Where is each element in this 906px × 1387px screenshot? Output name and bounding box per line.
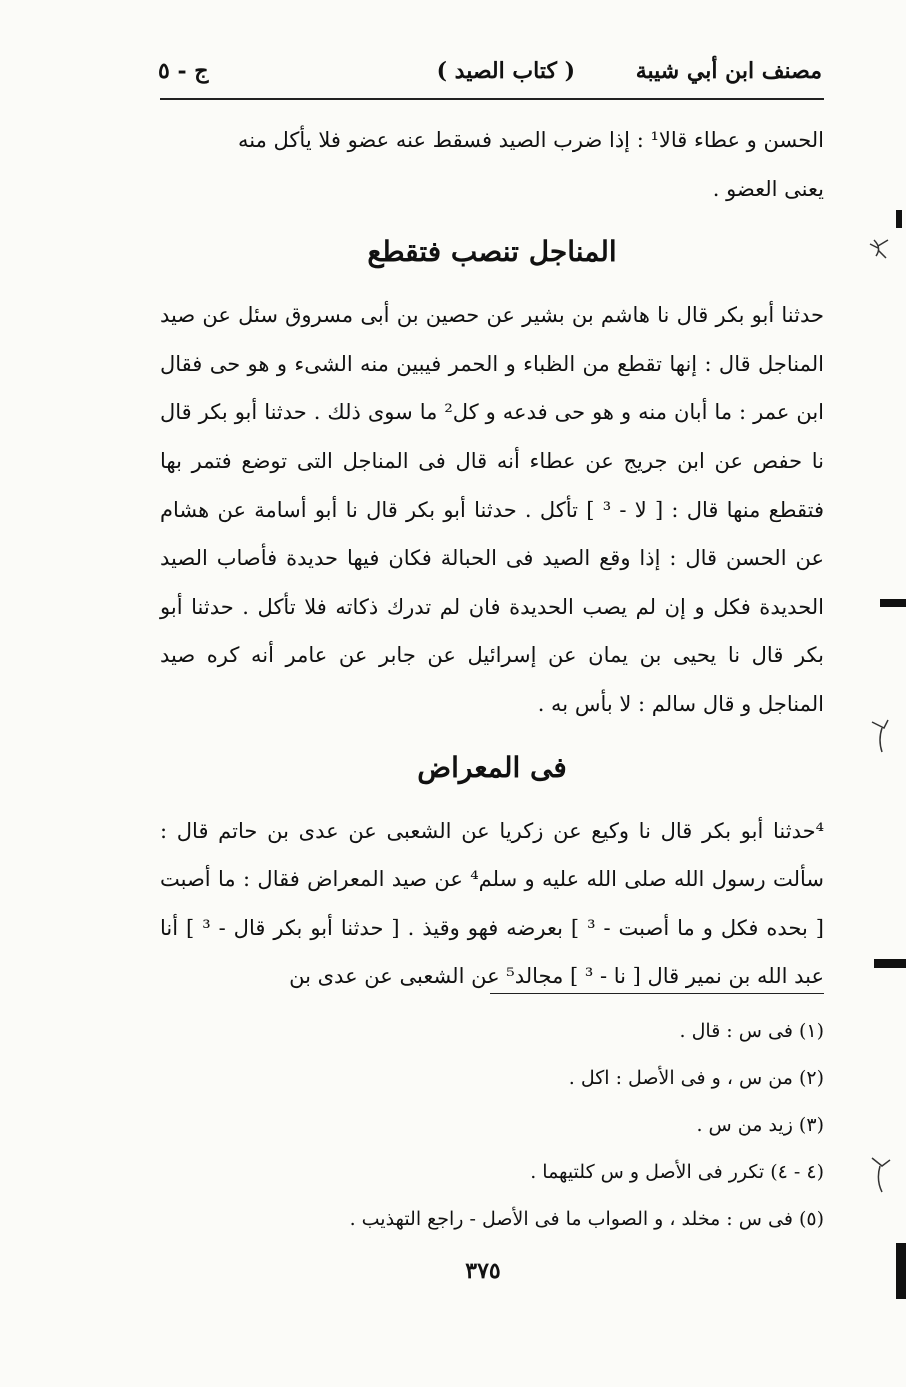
header-title: مصنف ابن أبي شيبة [635, 58, 822, 84]
footnote: (٢) من س ، و فى الأصل : اكل . [568, 1067, 824, 1089]
header-divider [160, 98, 824, 100]
intro-line: يعنى العضو . [712, 176, 824, 201]
header-volume: ج - ٥ [158, 58, 209, 84]
running-header [150, 52, 830, 92]
margin-bar [874, 959, 906, 968]
intro-line: الحسن و عطاء قالا¹ : إذا ضرب الصيد فسقط عنه عضو فلا يأكل منه [238, 128, 824, 152]
footnotes [160, 1008, 824, 1243]
footnote: (١) فى س : قال . [679, 1020, 824, 1042]
margin-bar [880, 599, 906, 607]
header-book-title: ( كتاب الصيد ) [436, 58, 575, 84]
footnote: (٣) زيد من س . [696, 1114, 824, 1136]
section-paragraph: حدثنا أبو بكر قال نا هاشم بن بشير عن حصين بن أبى مسروق سئل عن صيد المناجل قال : إنها تقطع من الظباء و الحمر فيبين منه الشىء و هو حى فقال ابن عمر : ما أبان منه و هو حى فدعه و كل² ما سوى ذلك . حدثنا أبو بكر قال نا حفص عن ابن جريج عن عطاء أنه قال فى المناجل التى توضع فتمر بها فتقطع منها قال : [ لا - ³ ] تأكل . حدثنا أبو بكر قال نا أبو أسامة عن هشام عن الحسن قال : إذا وقع الصيد فى الحبالة فكان فيها حديدة فأصاب الصيد الحديدة فكل و إن لم يصب الحديدة فان لم تدرك ذكاته فلا تأكل . حدثنا أبو بكر قال نا يحيى بن يمان عن إسرائيل عن جابر عن عامر أنه كره صيد المناجل و قال سالم : لا بأس به . [160, 303, 825, 716]
main-text [160, 116, 824, 1001]
page-number: ٣٧٥ [465, 1258, 501, 1284]
margin-bar [896, 1243, 906, 1299]
section-heading: فى المعراض [417, 750, 567, 784]
footnote: (٤ - ٤) تكرر فى الأصل و س كلتيهما . [530, 1161, 824, 1183]
footnote-divider [490, 993, 824, 994]
section-heading: المناجل تنصب فتقطع [367, 235, 617, 269]
footnote: (٥) فى س : مخلد ، و الصواب ما فى الأصل - راجع التهذيب . [349, 1208, 824, 1230]
margin-mark-icon [862, 210, 902, 280]
section-paragraph: ⁴حدثنا أبو بكر قال نا وكيع عن زكريا عن الشعبى عن عدى بن حاتم قال : سألت رسول الله صلى الله عليه و سلم⁴ عن صيد المعراض فقال : ما أصبت [ بحده فكل و ما أصبت - ³ ] بعرضه فهو وقيذ . [ حدثنا أبو بكر قال - ³ ] أنا عبد الله بن نمير قال [ نا - ³ ] مجالد⁵ عن الشعبى عن عدى بن [160, 818, 824, 989]
margin-mark-icon [866, 712, 896, 762]
margin-mark-icon [866, 1150, 896, 1200]
